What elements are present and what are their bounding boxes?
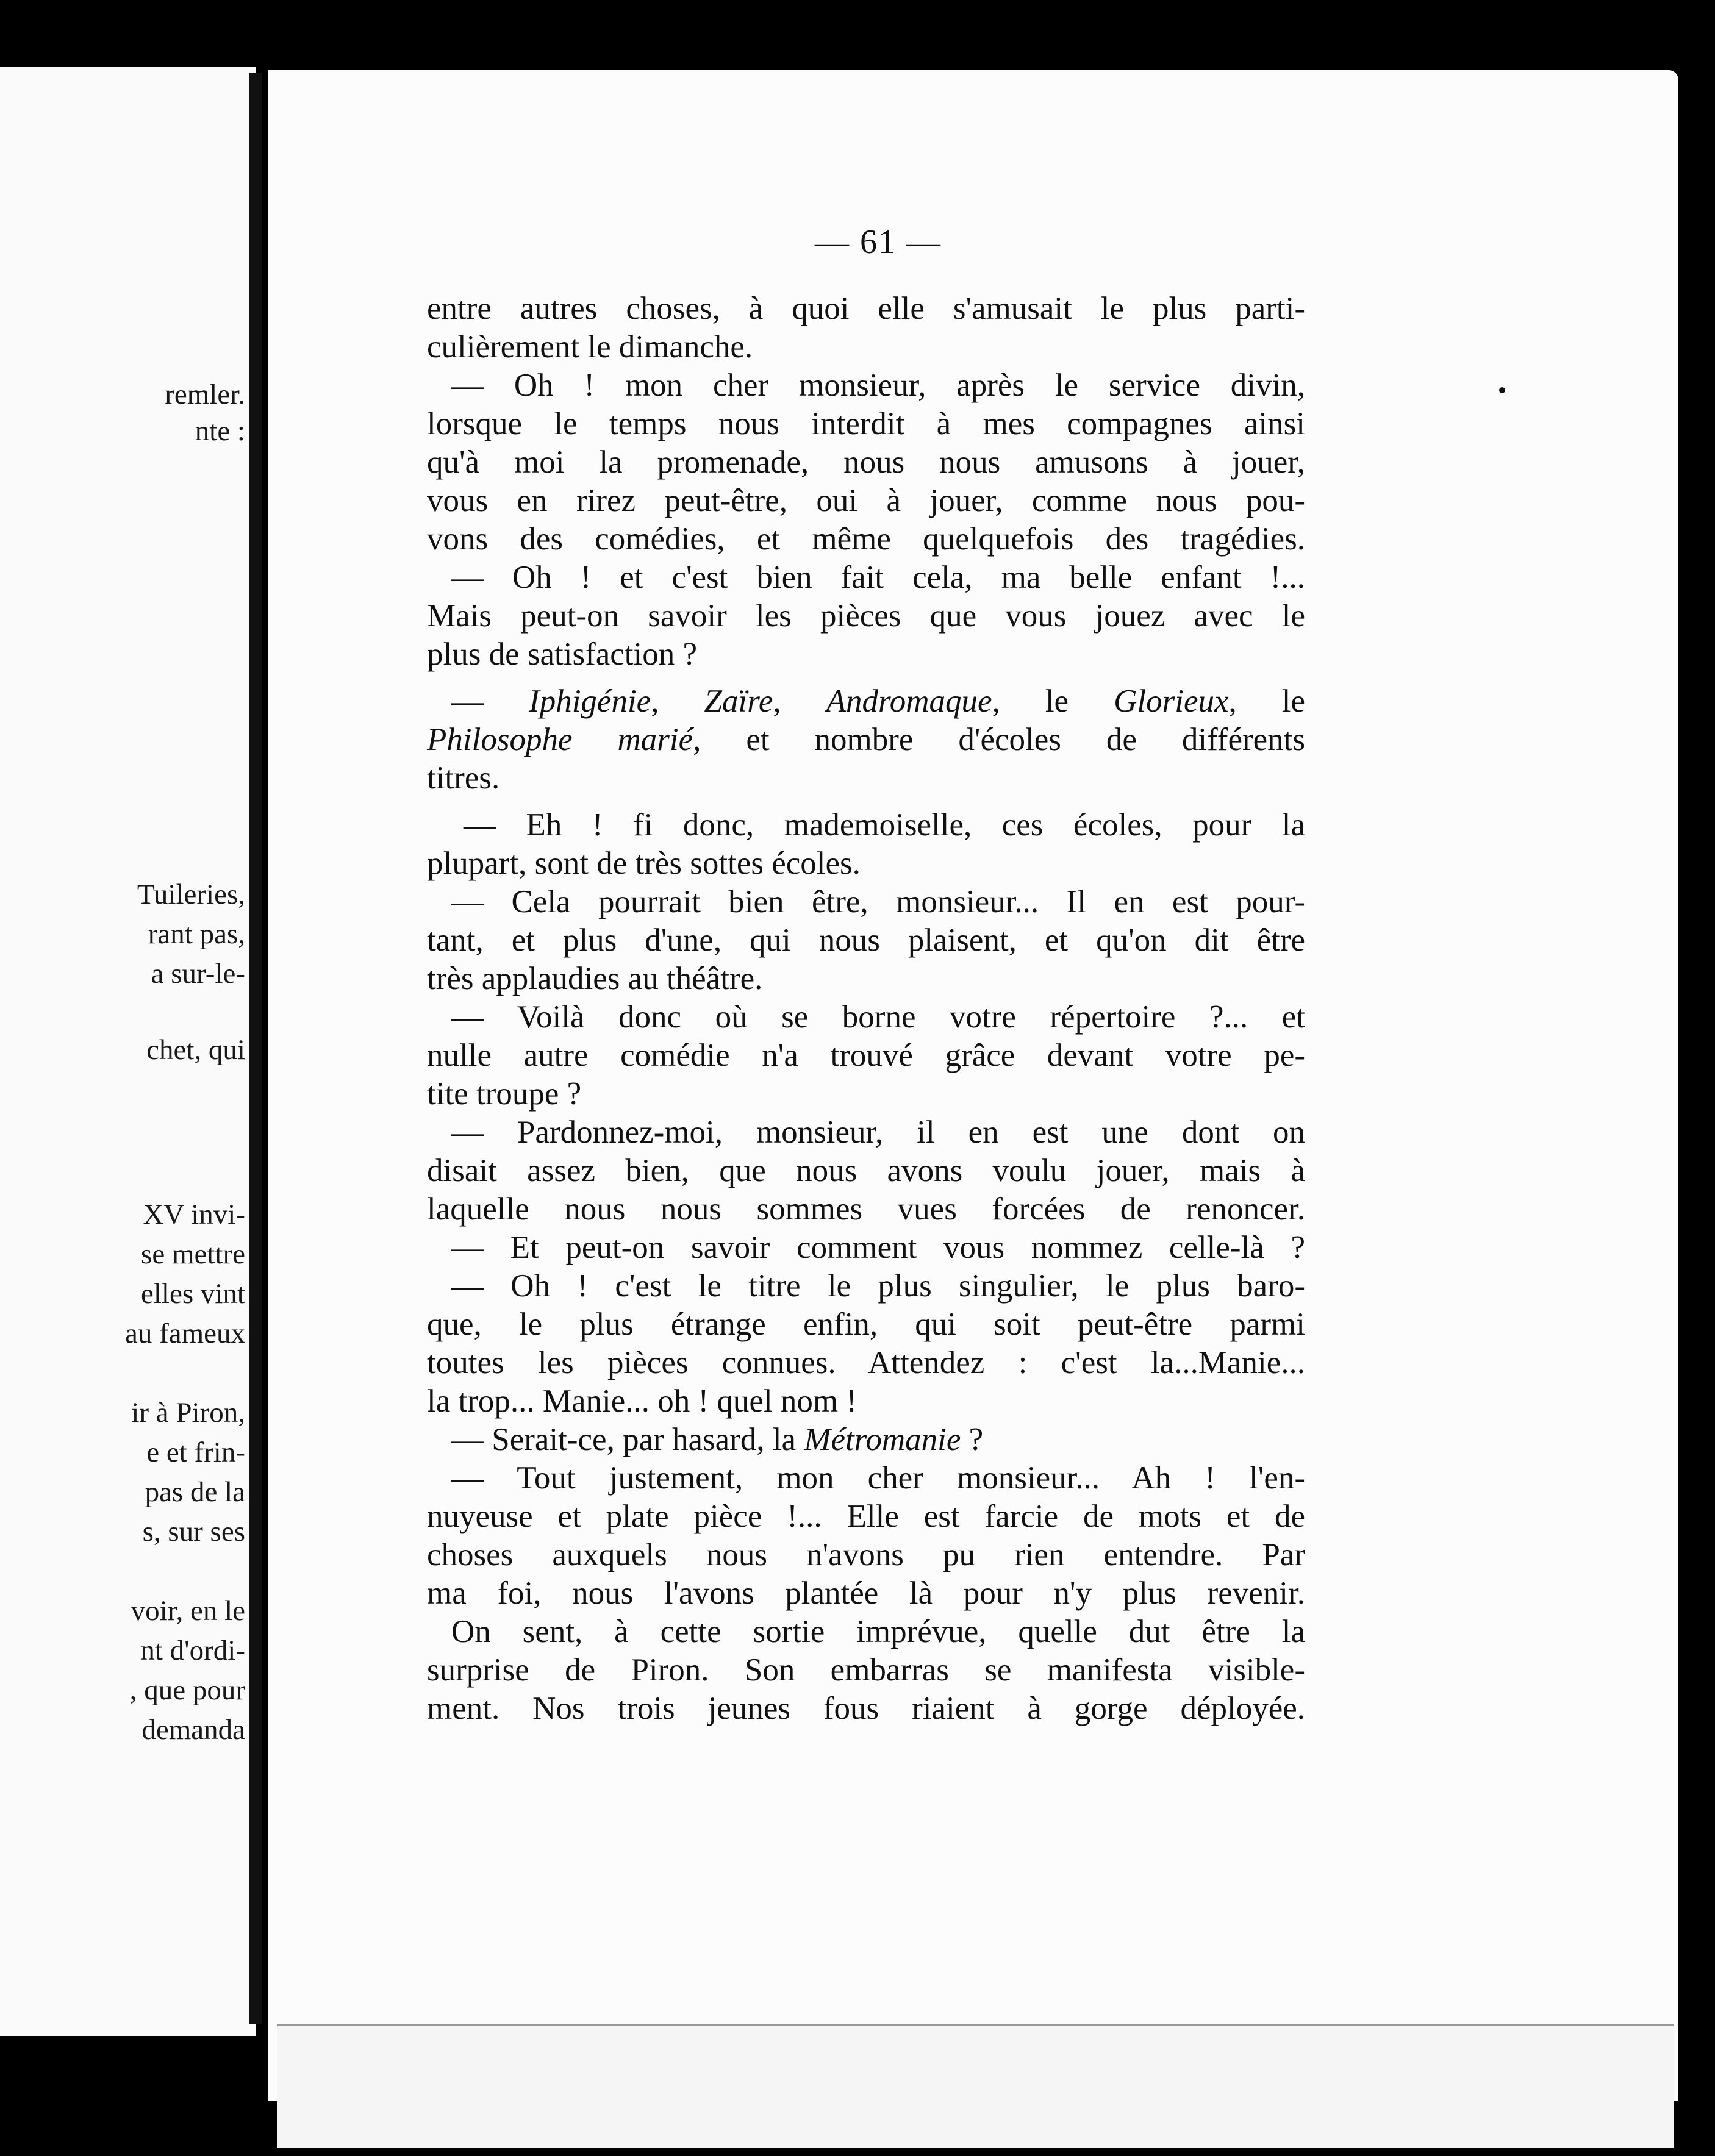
text-line: — Et peut-on savoir comment vous nommez celle-là ? xyxy=(451,1230,1305,1265)
left-page-line: rant pas, xyxy=(148,918,245,950)
left-page-line: pas de la xyxy=(145,1476,245,1508)
left-page-line: XV invi- xyxy=(143,1199,245,1230)
play-title: Iphigénie xyxy=(529,684,651,719)
margin-speck xyxy=(1499,387,1505,393)
text-line: ma foi, nous l'avons plantée là pour n'y plus revenir. xyxy=(427,1576,1305,1611)
text-line: vons des comédies, et même quelquefois des tragédies. xyxy=(427,521,1305,557)
separator: , le xyxy=(992,684,1114,719)
play-title: Andromaque xyxy=(826,684,992,719)
left-page-line: au fameux xyxy=(124,1318,245,1349)
text-line: toutes les pièces connues. Attendez : c'est la...Manie... xyxy=(427,1345,1305,1380)
text-line: la trop... Manie... oh ! quel nom ! xyxy=(427,1383,858,1419)
left-page-line: nte : xyxy=(195,415,245,447)
text-line: disait assez bien, que nous avons voulu jouer, mais à xyxy=(427,1153,1305,1188)
text-line: — Eh ! fi donc, mademoiselle, ces écoles, pour la xyxy=(464,807,1305,843)
page-number: — 61 — xyxy=(815,223,942,261)
text-line: vous en rirez peut-être, oui à jouer, comme nous pou- xyxy=(427,483,1305,518)
text-line xyxy=(427,682,1305,721)
text-line: lorsque le temps nous interdit à mes compagnes ainsi xyxy=(427,406,1305,441)
page-text xyxy=(427,290,1305,1728)
text-line: — Oh ! et c'est bien fait cela, ma belle enfant !... xyxy=(451,560,1305,595)
text-segment: ? xyxy=(961,1422,984,1457)
text-line: — Voilà donc où se borne votre répertoire ?... et xyxy=(451,999,1305,1035)
text-line: que, le plus étrange enfin, qui soit peut-être parmi xyxy=(427,1307,1305,1342)
text-line: tite troupe ? xyxy=(427,1076,582,1112)
book-binding xyxy=(249,73,262,2024)
page-bottom-edge xyxy=(277,2024,1674,2148)
left-page-line: ir à Piron, xyxy=(131,1397,245,1429)
text-line: — Oh ! c'est le titre le plus singulier, le plus baro- xyxy=(451,1268,1305,1304)
separator: , xyxy=(651,684,704,719)
text-line: — Pardonnez-moi, monsieur, il en est une dont on xyxy=(451,1115,1305,1150)
text-line: très applaudies au théâtre. xyxy=(427,961,763,996)
play-title: Glorieux xyxy=(1114,684,1229,719)
text-line xyxy=(427,1421,1305,1459)
previous-page-fragment xyxy=(0,67,256,2036)
text-line: — Cela pourrait bien être, monsieur... Il en est pour- xyxy=(451,884,1305,919)
left-page-line: demanda xyxy=(141,1714,245,1746)
left-page-line: elles vint xyxy=(141,1278,245,1310)
text-line xyxy=(427,721,1305,759)
text-line: choses auxquels nous n'avons pu rien entendre. Par xyxy=(427,1537,1305,1572)
left-page-line: Tuileries, xyxy=(137,879,245,910)
text-line: tant, et plus d'une, qui nous plaisent, et qu'on dit être xyxy=(427,923,1305,958)
text-line: entre autres choses, à quoi elle s'amusait le plus parti- xyxy=(427,291,1305,326)
play-title: Zaïre xyxy=(704,684,773,719)
play-title: Métromanie xyxy=(804,1422,961,1457)
text-line: — Tout justement, mon cher monsieur... Ah ! l'en- xyxy=(451,1460,1305,1496)
left-page-line: voir, en le xyxy=(131,1595,245,1627)
text-line: qu'à moi la promenade, nous nous amusons à jouer, xyxy=(427,444,1305,480)
left-page-line: e et frin- xyxy=(146,1437,245,1468)
text-line: plus de satisfaction ? xyxy=(427,637,698,672)
text-line: surprise de Piron. Son embarras se manifesta visible- xyxy=(427,1652,1305,1688)
text-line: nuyeuse et plate pièce !... Elle est farcie de mots et de xyxy=(427,1499,1305,1534)
text-line: ment. Nos trois jeunes fous riaient à gorge déployée. xyxy=(427,1691,1305,1726)
play-title: Philosophe marié xyxy=(427,722,693,757)
text-line: laquelle nous nous sommes vues forcées de renoncer. xyxy=(427,1191,1305,1227)
separator: , xyxy=(773,684,826,719)
text-line: culièrement le dimanche. xyxy=(427,329,753,365)
text-line: plupart, sont de très sottes écoles. xyxy=(427,846,861,881)
separator: , le xyxy=(1228,684,1306,719)
left-page-line: , que pour xyxy=(129,1674,245,1706)
left-page-line: nt d'ordi- xyxy=(140,1635,245,1666)
text-segment: , et nombre d'écoles de différents xyxy=(693,722,1305,757)
dash: — xyxy=(451,684,529,719)
text-line: titres. xyxy=(427,760,500,796)
text-segment: — Serait-ce, par hasard, la xyxy=(451,1422,804,1457)
left-page-line: se mettre xyxy=(141,1238,245,1270)
left-page-line: chet, qui xyxy=(146,1034,245,1066)
text-line: — Oh ! mon cher monsieur, après le service divin, xyxy=(451,368,1305,403)
text-line: On sent, à cette sortie imprévue, quelle dut être la xyxy=(451,1614,1305,1649)
text-line: nulle autre comédie n'a trouvé grâce devant votre pe- xyxy=(427,1038,1305,1073)
left-page-line: a sur-le- xyxy=(151,958,245,990)
left-page-line: remler. xyxy=(165,379,245,410)
text-line: Mais peut-on savoir les pièces que vous jouez avec le xyxy=(427,598,1305,634)
left-page-line: s, sur ses xyxy=(142,1516,245,1547)
